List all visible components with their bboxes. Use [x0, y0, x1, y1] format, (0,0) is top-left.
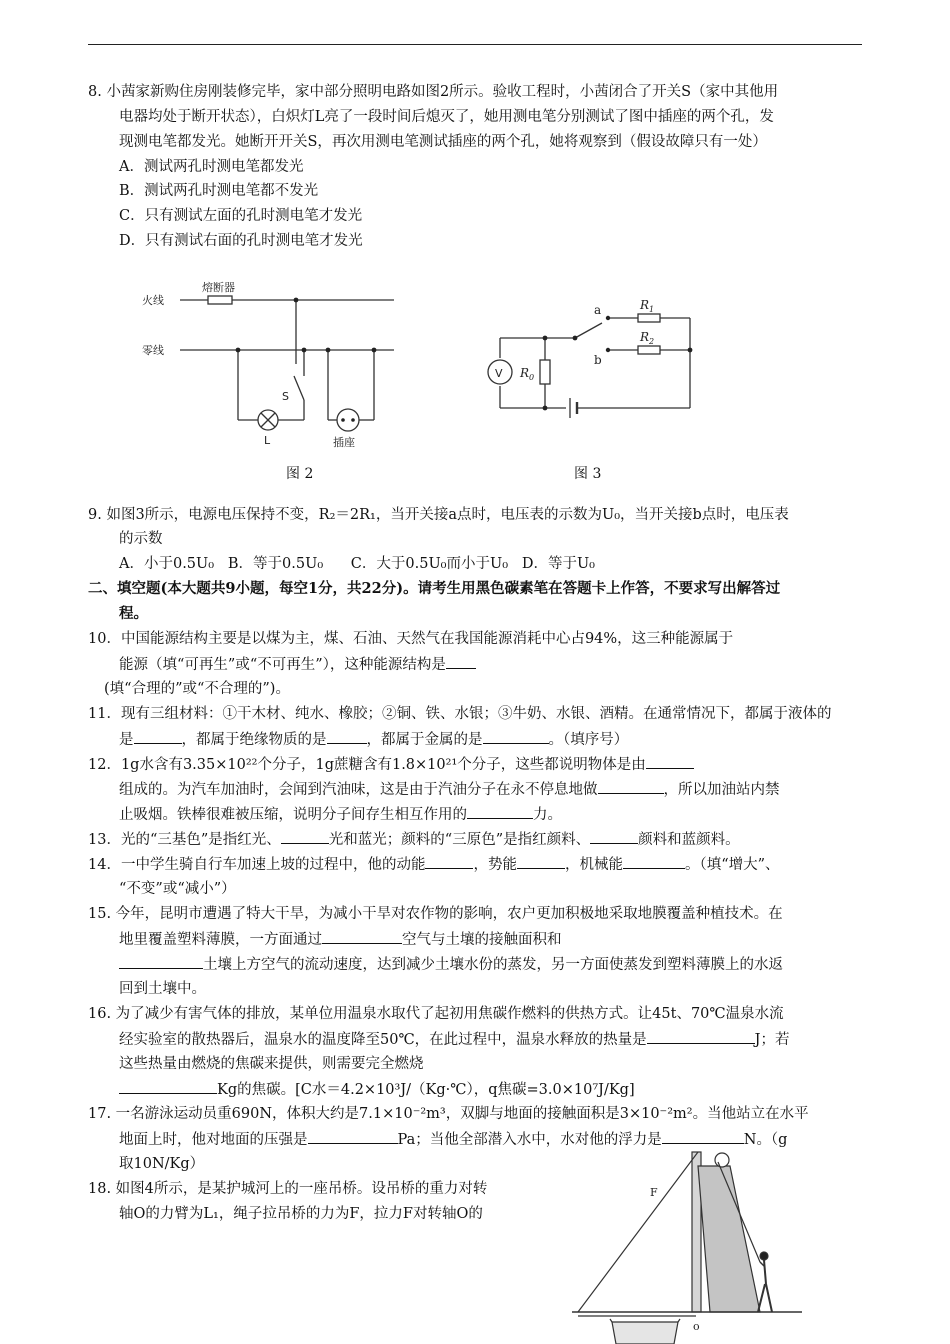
answer-blank[interactable] [590, 829, 638, 844]
q15-line-3 [119, 954, 783, 975]
q8-option-d: D．只有测试右面的孔时测电笔才发光 [119, 233, 363, 249]
q10-line-2-text: 能源（填“可再生”或“不可再生”），这种能源结构是 [119, 657, 446, 673]
q14-line-2: “不变”或“减小”） [119, 881, 236, 897]
q11-line-1: 11．现有三组材料：①干木材、纯水、橡胶；②铜、铁、水银；③牛奶、水银、酒精。在通常情况下，都属于液体的 [88, 706, 832, 722]
q12-text-c: ，所以加油站内禁 [663, 782, 780, 798]
answer-blank[interactable] [517, 854, 565, 869]
answer-blank[interactable] [483, 729, 549, 744]
q16-line-3: 这些热量由燃烧的焦碳来提供，则需要完全燃烧 [119, 1056, 424, 1072]
q10-line-2 [119, 654, 476, 675]
q14-line-1 [88, 854, 780, 875]
q18-line-2: 轴O的力臂为L₁，绳子拉吊桥的力为F，拉力F对转轴O的 [119, 1206, 483, 1222]
q14-text-c: ，机械能 [564, 857, 623, 873]
q16-line-1: 16. 为了减少有害气体的排放，某单位用温泉水取代了起初用焦碳作燃料的供热方式。让45t、70℃温泉水流 [88, 1006, 784, 1022]
figure-4-drawbridge [572, 1144, 802, 1344]
q12-text-a: 12．1g水含有3.35×10²²个分子，1g蔗糖含有1.8×10²¹个分子，这些都说明物体是由 [88, 757, 646, 773]
q17-line-1: 17. 一名游泳运动员重690N，体积大约是7.1×10⁻²m³，双脚与地面的接触面积是3×10⁻²m²。当他站立在水平 [88, 1106, 809, 1122]
q16-text-b: J；若 [754, 1032, 790, 1048]
label-r1: R [640, 298, 650, 312]
answer-blank[interactable] [308, 1129, 398, 1144]
q9-options: A．小于0.5U₀ B．等于0.5U₀ C．大于0.5U₀而小于U₀ D．等于U₀ [119, 556, 595, 572]
q9-line-1: 9. 如图3所示，电源电压保持不变，R₂＝2R₁，当开关接a点时，电压表的示数为U₀，当开关接b点时，电压表 [88, 507, 789, 523]
figure-3-circuit [480, 290, 710, 425]
q14-text-d: 。（填“增大”、 [684, 857, 780, 873]
q13-text-a: 13．光的“三基色”是指红光、 [88, 832, 281, 848]
section-2-heading-line-1: 二、填空题(本大题共9小题，每空1分，共22分)。请考生用黑色碳素笔在答题卡上作答，不要求写出解答过 [88, 580, 781, 597]
q11-text-c: ，都属于金属的是 [366, 732, 483, 748]
answer-blank[interactable] [647, 1029, 755, 1044]
q8-line-1: 8. 小茜家新购住房刚装修完毕，家中部分照明电路如图2所示。验收工程时，小茜闭合了开关S（家中其他用 [88, 84, 779, 100]
label-fuse: 熔断器 [202, 281, 235, 294]
q15-text-c: 土壤上方空气的流动速度，达到减少土壤水份的蒸发，另一方面使蒸发到塑料薄膜上的水返 [203, 957, 783, 973]
svg-text:R0 [519, 366, 534, 382]
label-r2-sub: 2 [649, 337, 655, 346]
q12-text-b: 组成的。为汽车加油时，会闻到汽油味，这是由于汽油分子在永不停息地做 [119, 782, 598, 798]
q15-text-b: 空气与土壤的接触面积和 [402, 932, 562, 948]
answer-blank[interactable] [623, 854, 685, 869]
label-lamp-l: L [264, 434, 271, 447]
answer-blank[interactable] [646, 754, 694, 769]
label-socket: 插座 [333, 436, 355, 449]
q13-text-b: 光和蓝光；颜料的“三原色”是指红颜料、 [328, 832, 591, 848]
label-contact-a: a [594, 303, 602, 317]
figure-2-caption: 图 2 [286, 466, 314, 482]
q8-line-3: 现测电笔都发光。她断开开关S，再次用测电笔测试插座的两个孔，她将观察到（假设故障只有一处） [119, 134, 767, 150]
answer-blank[interactable] [119, 954, 203, 969]
answer-blank[interactable] [281, 829, 329, 844]
q9-line-2: 的示数 [119, 531, 163, 547]
label-r0-sub: 0 [529, 373, 535, 382]
header-rule [88, 44, 862, 45]
figure-2-circuit [130, 272, 410, 462]
voltmeter-symbol: V [495, 367, 503, 380]
label-force-f: F [650, 1186, 658, 1199]
label-r1-sub: 1 [649, 305, 655, 314]
q16-text-a: 经实验室的散热器后，温泉水的温度降至50℃，在此过程中，温泉水释放的热量是 [119, 1032, 647, 1048]
answer-blank[interactable] [425, 854, 473, 869]
q8-option-b: B．测试两孔时测电笔都不发光 [119, 183, 319, 199]
figure-3-caption: 图 3 [574, 466, 602, 482]
q16-line-4 [119, 1079, 635, 1100]
label-r0: R [520, 366, 530, 380]
answer-blank[interactable] [467, 804, 533, 819]
q17-text-c: N。（g [743, 1132, 788, 1148]
q8-option-c: C．只有测试左面的孔时测电笔才发光 [119, 208, 363, 224]
q10-line-3: (填“合理的”或“不合理的”)。 [104, 681, 290, 697]
answer-blank[interactable] [322, 929, 402, 944]
svg-text:R1 [639, 298, 654, 314]
q13-line-1 [88, 829, 740, 850]
label-pivot-o: o [693, 1320, 700, 1333]
q11-text-b: ，都属于绝缘物质的是 [181, 732, 327, 748]
q13-text-c: 颜料和蓝颜料。 [638, 832, 740, 848]
q18-line-1: 18. 如图4所示，是某护城河上的一座吊桥。设吊桥的重力对转 [88, 1181, 488, 1197]
q16-line-2 [119, 1029, 790, 1050]
q8-line-2: 电器均处于断开状态），白炽灯L亮了一段时间后熄灭了，她用测电笔分别测试了图中插座的两个孔，发 [119, 109, 774, 125]
q15-line-1: 15. 今年，昆明市遭遇了特大干旱，为减小干旱对农作物的影响，农户更加积极地采取地膜覆盖种植技术。在 [88, 906, 783, 922]
label-switch-s: S [282, 390, 289, 403]
answer-blank[interactable] [327, 729, 367, 744]
q11-text-a: 是 [119, 732, 134, 748]
q12-line-2 [119, 779, 780, 800]
answer-blank[interactable] [598, 779, 664, 794]
answer-blank[interactable] [134, 729, 182, 744]
q15-line-4: 回到土壤中。 [119, 981, 206, 997]
q17-text-b: Pa；当他全部潜入水中，水对他的浮力是 [397, 1132, 662, 1148]
q8-option-a: A．测试两孔时测电笔都发光 [119, 159, 304, 175]
q12-text-e: 力。 [533, 807, 562, 823]
answer-blank[interactable] [446, 654, 476, 669]
q12-text-d: 止吸烟。铁棒很难被压缩，说明分子间存生相互作用的 [119, 807, 467, 823]
q14-text-b: ，势能 [473, 857, 517, 873]
svg-text:R2 [639, 330, 654, 346]
q11-line-2 [119, 729, 628, 750]
q17-text-a: 地面上时，他对地面的压强是 [119, 1132, 308, 1148]
q14-text-a: 14．一中学生骑自行车加速上坡的过程中，他的动能 [88, 857, 426, 873]
q16-text-c: Kg的焦碳。[C水＝4.2×10³J/（Kg·℃），q焦碳=3.0×10⁷J/Kg] [217, 1082, 635, 1098]
answer-blank[interactable] [119, 1079, 217, 1094]
q17-line-3: 取10N/Kg） [119, 1156, 205, 1172]
label-r2: R [640, 330, 650, 344]
answer-blank[interactable] [662, 1129, 744, 1144]
label-neutral-wire: 零线 [142, 344, 164, 357]
q12-line-1 [88, 754, 694, 775]
q15-text-a: 地里覆盖塑料薄膜，一方面通过 [119, 932, 322, 948]
label-live-wire: 火线 [142, 294, 164, 307]
label-contact-b: b [594, 353, 602, 367]
q10-line-1: 10．中国能源结构主要是以煤为主，煤、石油、天然气在我国能源消耗中心占94%，这三种能源属于 [88, 631, 734, 647]
q15-line-2 [119, 929, 562, 950]
q11-text-d: 。（填序号） [548, 732, 629, 748]
q12-line-3 [119, 804, 562, 825]
section-2-heading-line-2: 程。 [119, 605, 148, 622]
